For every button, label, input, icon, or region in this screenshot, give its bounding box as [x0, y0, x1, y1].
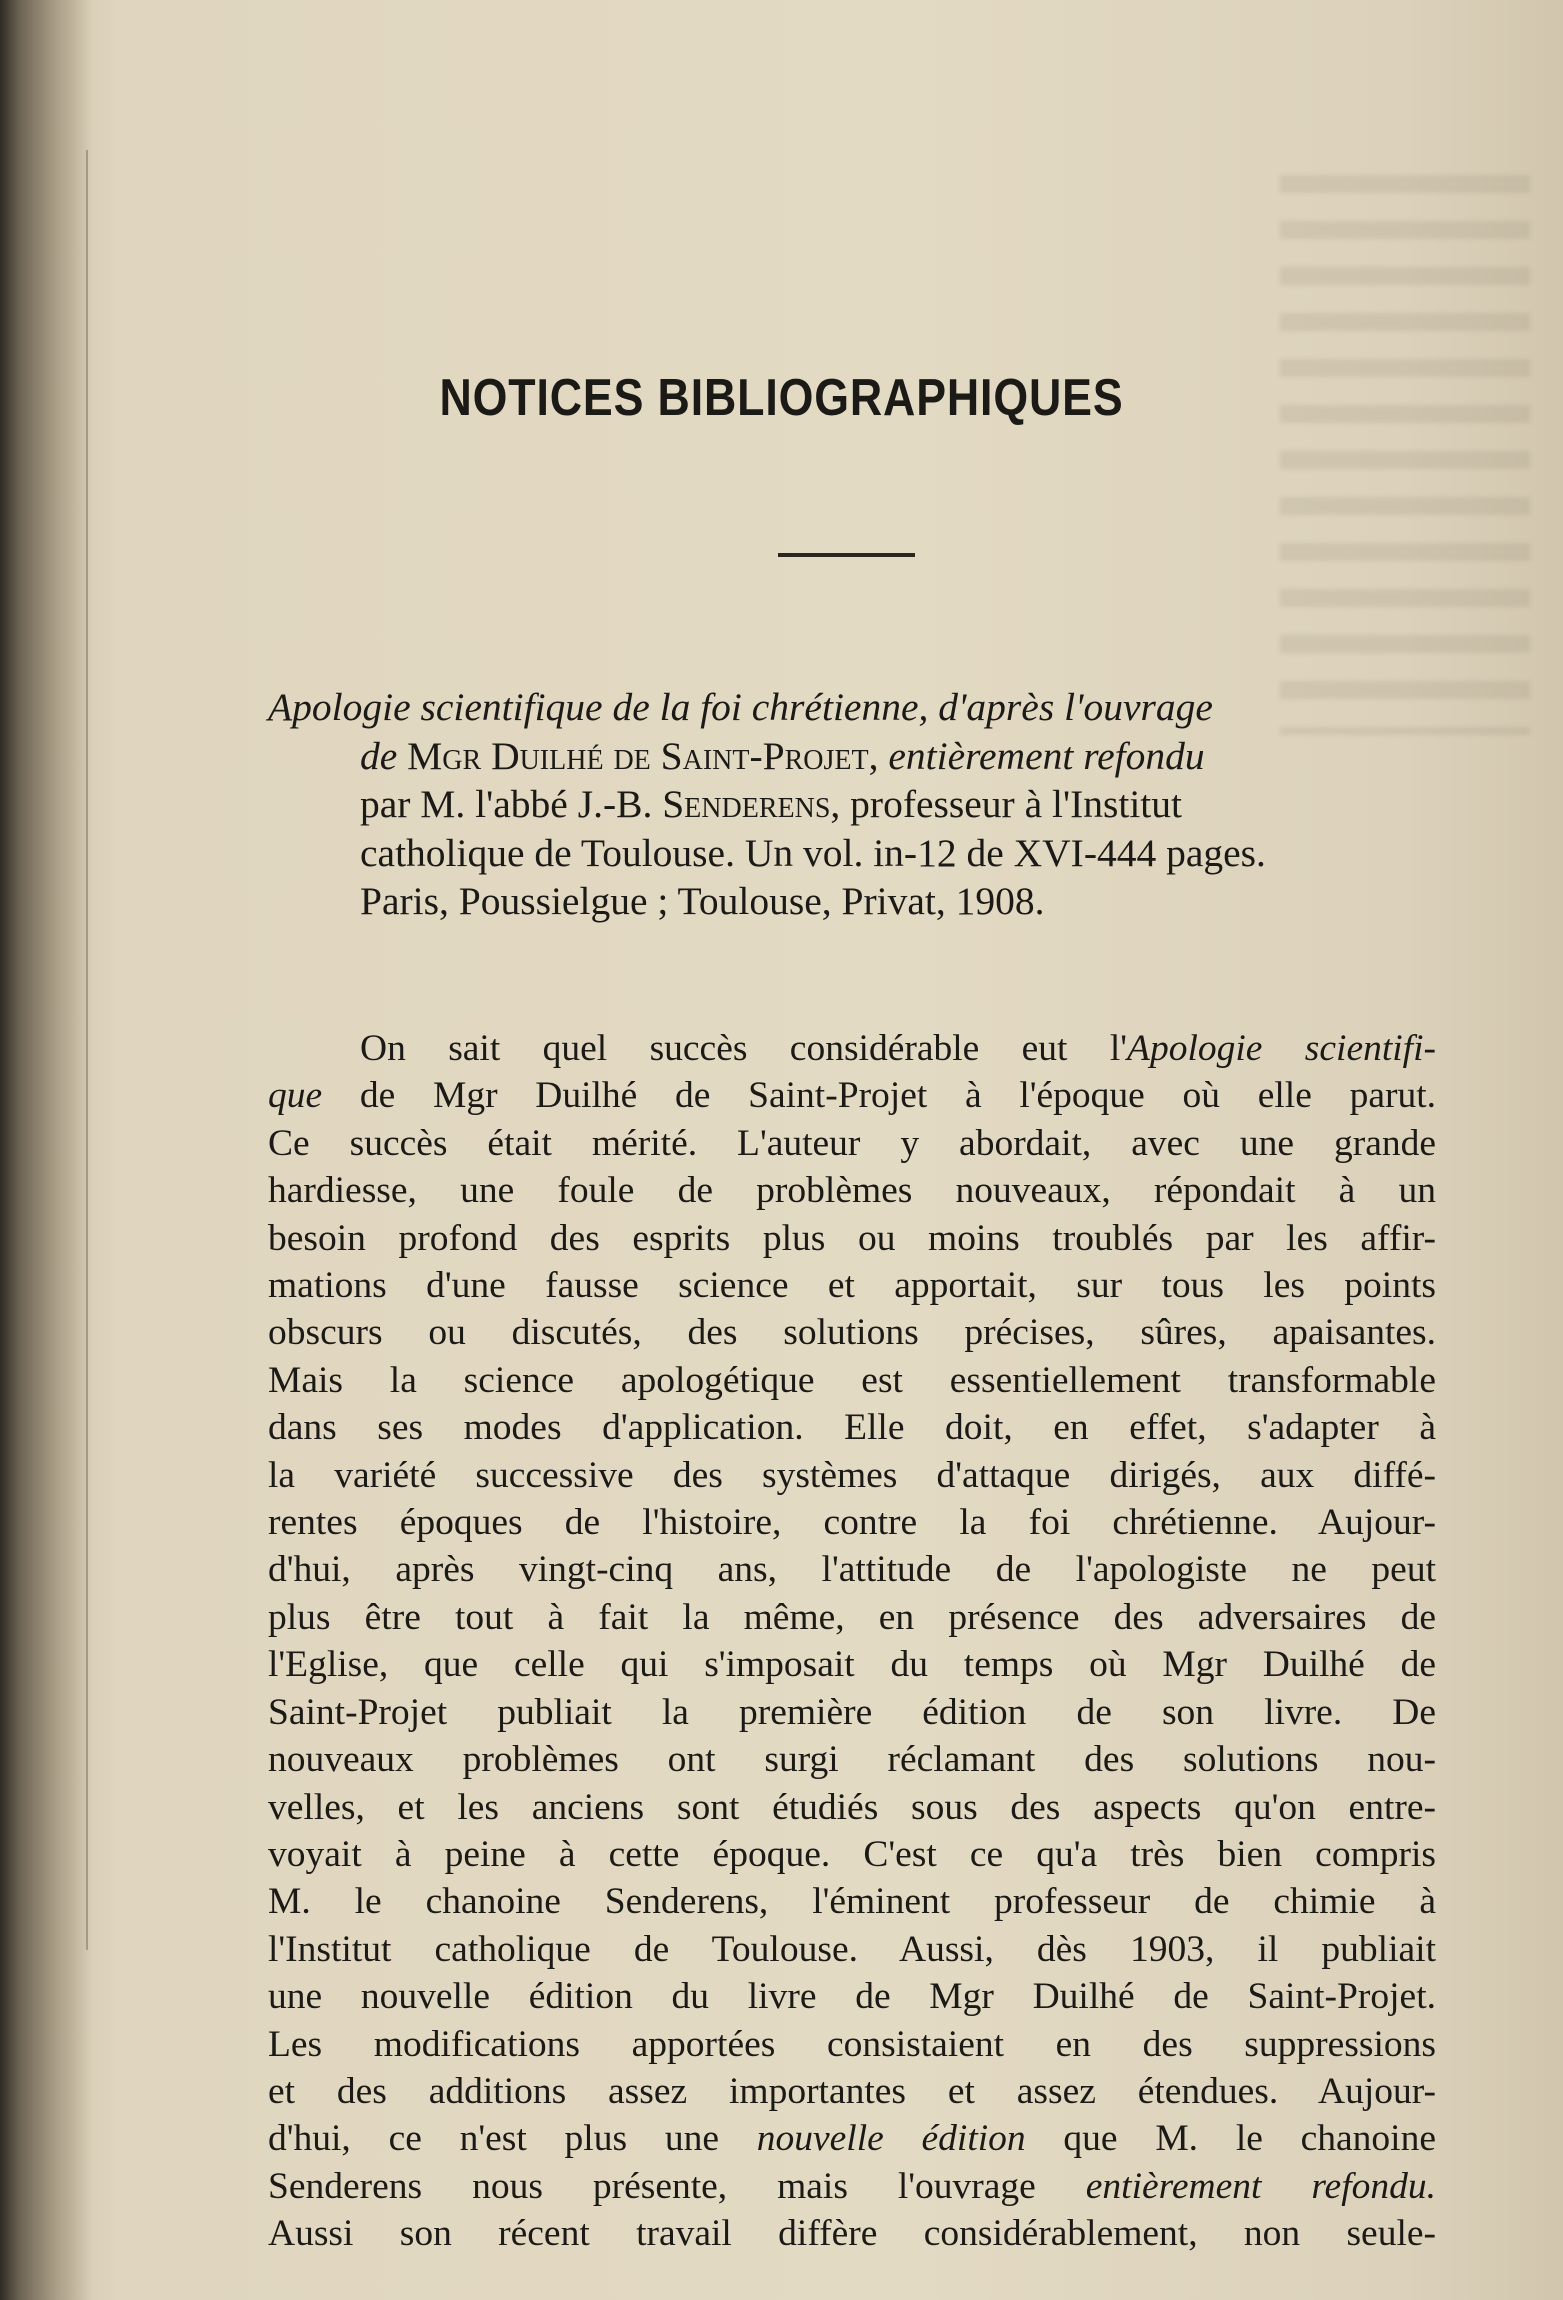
text-line: hardiesse, une foule de problèmes nouveaux, répondait à un: [268, 1170, 1436, 1212]
text-line: Ce succès était mérité. L'auteur y abordait, avec une grande: [268, 1122, 1436, 1164]
text-line: nouveaux problèmes ont surgi réclamant des solutions nou-: [268, 1739, 1436, 1781]
reviser-affiliation: professeur à l'Institut: [850, 782, 1182, 826]
citation-de: de: [360, 733, 398, 778]
text-line: plus être tout à fait la même, en présence des adversaires de: [268, 1596, 1436, 1638]
text-line: obscurs ou discutés, des solutions précises, sûres, apaisantes.: [268, 1312, 1436, 1354]
citation-par: par M. l'abbé J.-B.: [360, 782, 653, 826]
original-author: Mgr Duilhé de Saint-Projet,: [407, 733, 879, 778]
citation-line-2: [268, 732, 1436, 781]
text-line: Aussi son récent travail diffère considérablement, non seule-: [268, 2213, 1436, 2255]
text-line: M. le chanoine Senderens, l'éminent professeur de chimie à: [268, 1881, 1436, 1923]
text-line: voyait à peine à cette époque. C'est ce qu'a très bien compris: [268, 1833, 1436, 1875]
text-line: la variété successive des systèmes d'attaque dirigés, aux diffé-: [268, 1454, 1436, 1496]
text-span: d'hui, ce n'est plus une: [268, 2118, 757, 2160]
text-span: On sait quel succès considérable eut l': [360, 1028, 1128, 1069]
italic-span: que: [268, 1075, 323, 1117]
review-paragraph: [268, 1025, 1436, 2258]
citation-after: d'après l'ouvrage: [938, 685, 1213, 729]
text-line: d'hui, après vingt-cinq ans, l'attitude de l'apologiste ne peut: [268, 1549, 1436, 1591]
book-title: Apologie scientifique de la foi chrétienne,: [268, 685, 929, 729]
reviser-name: Senderens,: [662, 782, 841, 826]
text-line: rentes époques de l'histoire, contre la foi chrétienne. Aujour-: [268, 1502, 1436, 1544]
gutter-fold-line: [86, 150, 88, 1950]
citation-refondu: entièrement refondu: [888, 733, 1205, 778]
italic-span: nouvelle édition: [756, 2118, 1026, 2160]
text-line: [268, 1025, 1436, 1072]
text-line: [268, 2115, 1436, 2162]
text-line: Les modifications apportées consistaient en des suppressions: [268, 2023, 1436, 2065]
text-line: l'Eglise, que celle qui s'imposait du temps où Mgr Duilhé de: [268, 1644, 1436, 1686]
text-line: [268, 1072, 1436, 1119]
text-line: Saint-Projet publiait la première édition de son livre. De: [268, 1691, 1436, 1733]
text-line: et des additions assez importantes et assez étendues. Aujour-: [268, 2070, 1436, 2112]
italic-span: Apologie scientifi-: [1127, 1028, 1436, 1069]
text-line: Mais la science apologétique est essentiellement transformable: [268, 1359, 1436, 1401]
citation-line-1: [268, 683, 1436, 732]
book-gutter-shadow: [0, 0, 92, 2300]
text-line: l'Institut catholique de Toulouse. Aussi, dès 1903, il publiait: [268, 1928, 1436, 1970]
text-line: [268, 2163, 1436, 2210]
text-line: besoin profond des esprits plus ou moins troublés par les affir-: [268, 1217, 1436, 1259]
text-line: une nouvelle édition du livre de Mgr Duilhé de Saint-Projet.: [268, 1976, 1436, 2018]
text-span: que M. le chanoine: [1025, 2118, 1436, 2160]
text-span: de Mgr Duilhé de Saint-Projet à l'époque où elle parut.: [322, 1075, 1436, 1117]
text-span: Senderens nous présente, mais l'ouvrage: [268, 2165, 1086, 2207]
heading-divider: [778, 553, 915, 557]
citation-line-4: catholique de Toulouse. Un vol. in-12 de XVI-444 pages.: [360, 830, 1266, 875]
italic-span: entièrement refondu.: [1085, 2165, 1436, 2207]
page-heading: NOTICES BIBLIOGRAPHIQUES: [439, 369, 1124, 427]
text-line: velles, et les anciens sont étudiés sous des aspects qu'on entre-: [268, 1786, 1436, 1828]
bibliographic-entry: [268, 683, 1436, 926]
citation-line-3: [268, 780, 1436, 829]
show-through-text: [1280, 175, 1530, 735]
citation-line-5: Paris, Poussielgue ; Toulouse, Privat, 1908.: [360, 879, 1045, 923]
text-line: mations d'une fausse science et apportait, sur tous les points: [268, 1265, 1436, 1307]
text-line: dans ses modes d'application. Elle doit, en effet, s'adapter à: [268, 1407, 1436, 1449]
